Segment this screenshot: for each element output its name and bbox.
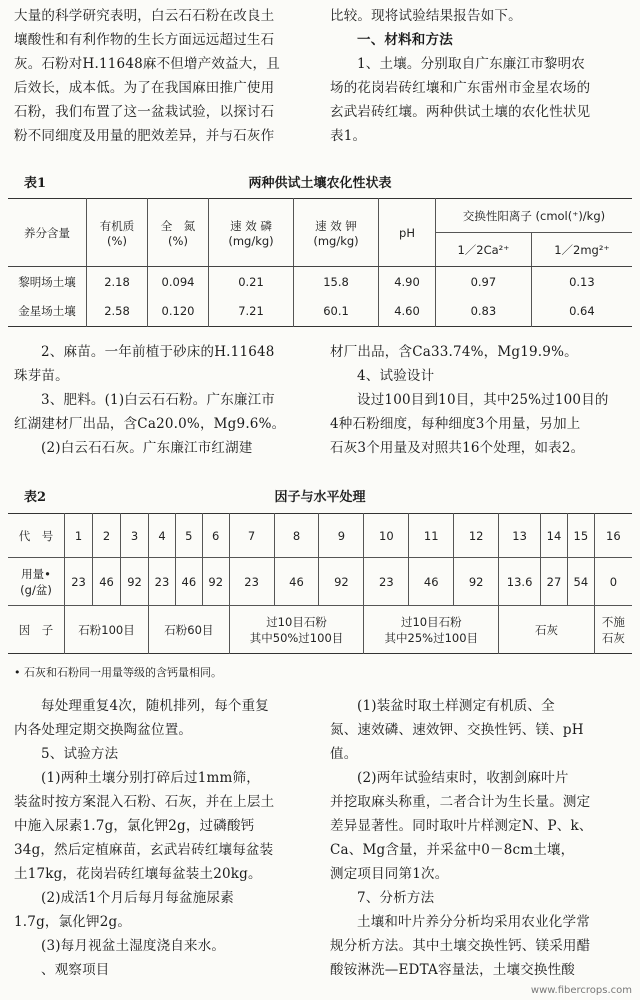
t2-amount-label: 用量• (g/盆) — [8, 558, 65, 606]
table-row: 黎明场土壤 2.18 0.094 0.21 15.8 4.90 0.97 0.13 — [8, 267, 632, 297]
text-line: 4、试验设计 — [357, 368, 435, 384]
table1-tag: 表1 — [24, 176, 47, 191]
t1-head-exchange: 交换性阳离子 (cmol(⁺)/kg) — [436, 199, 633, 233]
t2-code-cell: 3 — [121, 514, 149, 558]
text-line: 5、试验方法 — [41, 746, 119, 762]
table2-title: 因子与水平处理 — [274, 490, 366, 505]
t1-head-p: 速 效 磷 (mg/kg) — [209, 199, 294, 267]
t2-amount-cell: 23 — [229, 558, 274, 606]
t2-code-cell: 13 — [499, 514, 541, 558]
t1-col-nutrient: 养分含量 — [8, 199, 87, 267]
right-column-top — [330, 4, 630, 148]
t2-code-cell: 15 — [567, 514, 594, 558]
t2-factor-5: 石灰 — [499, 606, 595, 654]
text-line: 每处理重复4次，随机排列，每个重复 — [41, 698, 269, 714]
t1-head-om: 有机质 (%) — [87, 199, 148, 267]
text-line: 2、麻苗。一年前植于砂床的H.11648 — [41, 344, 275, 360]
t2-factor-6: 不施 石灰 — [594, 606, 632, 654]
table2-tag: 表2 — [24, 490, 47, 505]
t2-code-cell: 11 — [409, 514, 454, 558]
left-column-bottom — [14, 694, 314, 982]
text-line: 场的花岗岩砖红壤和广东雷州市金星农场的 — [330, 80, 591, 96]
t2-amount-cell: 13.6 — [499, 558, 541, 606]
table1-title: 两种供试土壤农化性状表 — [248, 176, 392, 191]
t2-factor-3: 过10目石粉 其中50%过100目 — [229, 606, 364, 654]
table2 — [8, 513, 632, 654]
text-line: 一、材料和方法 — [357, 32, 453, 48]
text-line: 土17kg，花岗岩砖红壤每盆装土20kg。 — [14, 866, 262, 882]
text-line: 内各处理定期交换陶盆位置。 — [14, 722, 193, 738]
t2-amount-cell: 23 — [65, 558, 93, 606]
table2-footnote: • 石灰和石粉同一用量等级的含钙量相同。 — [14, 666, 222, 679]
text-line: 1.7g，氯化钾2g。 — [14, 914, 132, 930]
text-line: 石灰3个用量及对照共16个处理，如表2。 — [330, 440, 585, 456]
t2-amount-cell: 23 — [149, 558, 176, 606]
table-row: 金星场土壤 2.58 0.120 7.21 60.1 4.60 0.83 0.64 — [8, 297, 632, 327]
t2-amount-cell: 0 — [594, 558, 632, 606]
text-line: 、观察项目 — [41, 962, 110, 978]
t2-code-cell: 10 — [364, 514, 409, 558]
text-line: 表1。 — [330, 128, 367, 144]
t2-amount-cell: 46 — [274, 558, 319, 606]
text-line: 3、肥料。(1)白云石石粉。广东廉江市 — [41, 392, 276, 408]
text-line: (3)每月视盆土湿度浇自来水。 — [41, 938, 226, 954]
text-line: 后效长，成本低。为了在我国麻田推广使用 — [14, 80, 275, 96]
text-line: Ca、Mg含量，并采盆中0－8cm土壤， — [330, 842, 575, 858]
text-line: 并挖取麻头称重，二者合计为生长量。测定 — [330, 794, 591, 810]
text-line: (2)两年试验结束时，收割剑麻叶片 — [357, 770, 569, 786]
text-line: 测定项目同第1次。 — [330, 866, 449, 882]
text-line: 34g，然后定植麻苗，玄武岩砖红壤每盆装 — [14, 842, 274, 858]
text-line: 规分析方法。其中土壤交换性钙、镁采用醋 — [330, 938, 591, 954]
text-line: 壤酸性和有利作物的生长方面远远超过生石 — [14, 32, 275, 48]
table2-caption — [14, 486, 626, 508]
t2-code-cell: 8 — [274, 514, 319, 558]
text-line: 1、土壤。分别取自广东廉江市黎明农 — [357, 56, 585, 72]
table1 — [8, 198, 632, 327]
t2-amount-cell: 46 — [175, 558, 202, 606]
watermark: www.fibercrops.com — [530, 985, 632, 996]
t1-head-n: 全 氮 (%) — [148, 199, 209, 267]
text-line: 装盆时按方案混入石粉、石灰，并在上层土 — [14, 794, 275, 810]
t2-amount-cell: 46 — [409, 558, 454, 606]
t2-amount-cell: 54 — [567, 558, 594, 606]
t2-factor-1: 石粉100目 — [65, 606, 149, 654]
left-column-top — [14, 4, 314, 148]
text-line: (2)成活1个月后每月每盆施尿素 — [41, 890, 234, 906]
t2-code-cell: 4 — [149, 514, 176, 558]
text-line: 设过100目到10目，其中25%过100目的 — [357, 392, 609, 408]
text-line: 4种石粉细度，每种细度3个用量，另加上 — [330, 416, 581, 432]
text-line: 比较。现将试验结果报告如下。 — [330, 8, 522, 24]
right-column-mid — [330, 340, 630, 460]
t2-code-cell: 1 — [65, 514, 93, 558]
text-line: 7、分析方法 — [357, 890, 435, 906]
text-line: 珠芽苗。 — [14, 368, 69, 384]
t2-amount-cell: 23 — [364, 558, 409, 606]
text-line: 粉不同细度及用量的肥效差异，并与石灰作 — [14, 128, 275, 144]
text-line: (1)装盆时取土样测定有机质、全 — [357, 698, 555, 714]
table1-caption — [14, 172, 626, 194]
text-line: 值。 — [330, 746, 358, 762]
t2-code-cell: 12 — [454, 514, 499, 558]
text-line: (1)两种土壤分别打碎后过1mm筛， — [41, 770, 260, 786]
t2-code-cell: 14 — [541, 514, 568, 558]
text-line: (2)白云石石灰。广东廉江市红湖建 — [41, 440, 253, 456]
left-column-mid — [14, 340, 314, 460]
text-line: 玄武岩砖红壤。两种供试土壤的农化性状见 — [330, 104, 591, 120]
t2-code-cell: 16 — [594, 514, 632, 558]
t2-amount-cell: 27 — [541, 558, 568, 606]
text-line: 材厂出品，含Ca33.74%，Mg19.9%。 — [330, 344, 578, 360]
text-line: 中施入尿素1.7g，氯化钾2g，过磷酸钙 — [14, 818, 255, 834]
t2-amount-cell: 92 — [121, 558, 149, 606]
t1-head-mg: 1／2mg²⁺ — [531, 233, 632, 267]
text-line: 大量的科学研究表明，白云石石粉在改良土 — [14, 8, 275, 24]
text-line: 红湖建材厂出品，含Ca20.0%，Mg9.6%。 — [14, 416, 286, 432]
t2-amount-cell: 92 — [454, 558, 499, 606]
t2-code-cell: 2 — [93, 514, 121, 558]
t2-amount-cell: 46 — [93, 558, 121, 606]
t2-code-cell: 9 — [319, 514, 364, 558]
right-column-bottom — [330, 694, 630, 982]
t2-code-cell: 7 — [229, 514, 274, 558]
t1-head-ca: 1／2Ca²⁺ — [436, 233, 532, 267]
text-line: 石粉，我们布置了这一盆栽试验，以探讨石 — [14, 104, 275, 120]
t1-head-k: 速 效 钾 (mg/kg) — [294, 199, 379, 267]
text-line: 土壤和叶片养分分析均采用农业化学常 — [357, 914, 590, 930]
t2-amount-cell: 92 — [202, 558, 229, 606]
t2-factor-4: 过10目石粉 其中25%过100目 — [364, 606, 499, 654]
t2-factor-2: 石粉60目 — [149, 606, 230, 654]
t1-head-ph: pH — [379, 199, 436, 267]
text-line: 酸铵淋洗—EDTA容量法，土壤交换性酸 — [330, 962, 575, 978]
t2-amount-cell: 92 — [319, 558, 364, 606]
t2-code-cell: 5 — [175, 514, 202, 558]
text-line: 灰。石粉对H.11648麻不但增产效益大，且 — [14, 56, 280, 72]
text-line: 差异显著性。同时取叶片样测定N、P、k、 — [330, 818, 593, 834]
text-line: 氮、速效磷、速效钾、交换性钙、镁、pH — [330, 722, 584, 738]
t2-factor-label: 因 子 — [18, 622, 54, 637]
t2-code-cell: 6 — [202, 514, 229, 558]
t2-code-label: 代 号 — [8, 514, 65, 558]
